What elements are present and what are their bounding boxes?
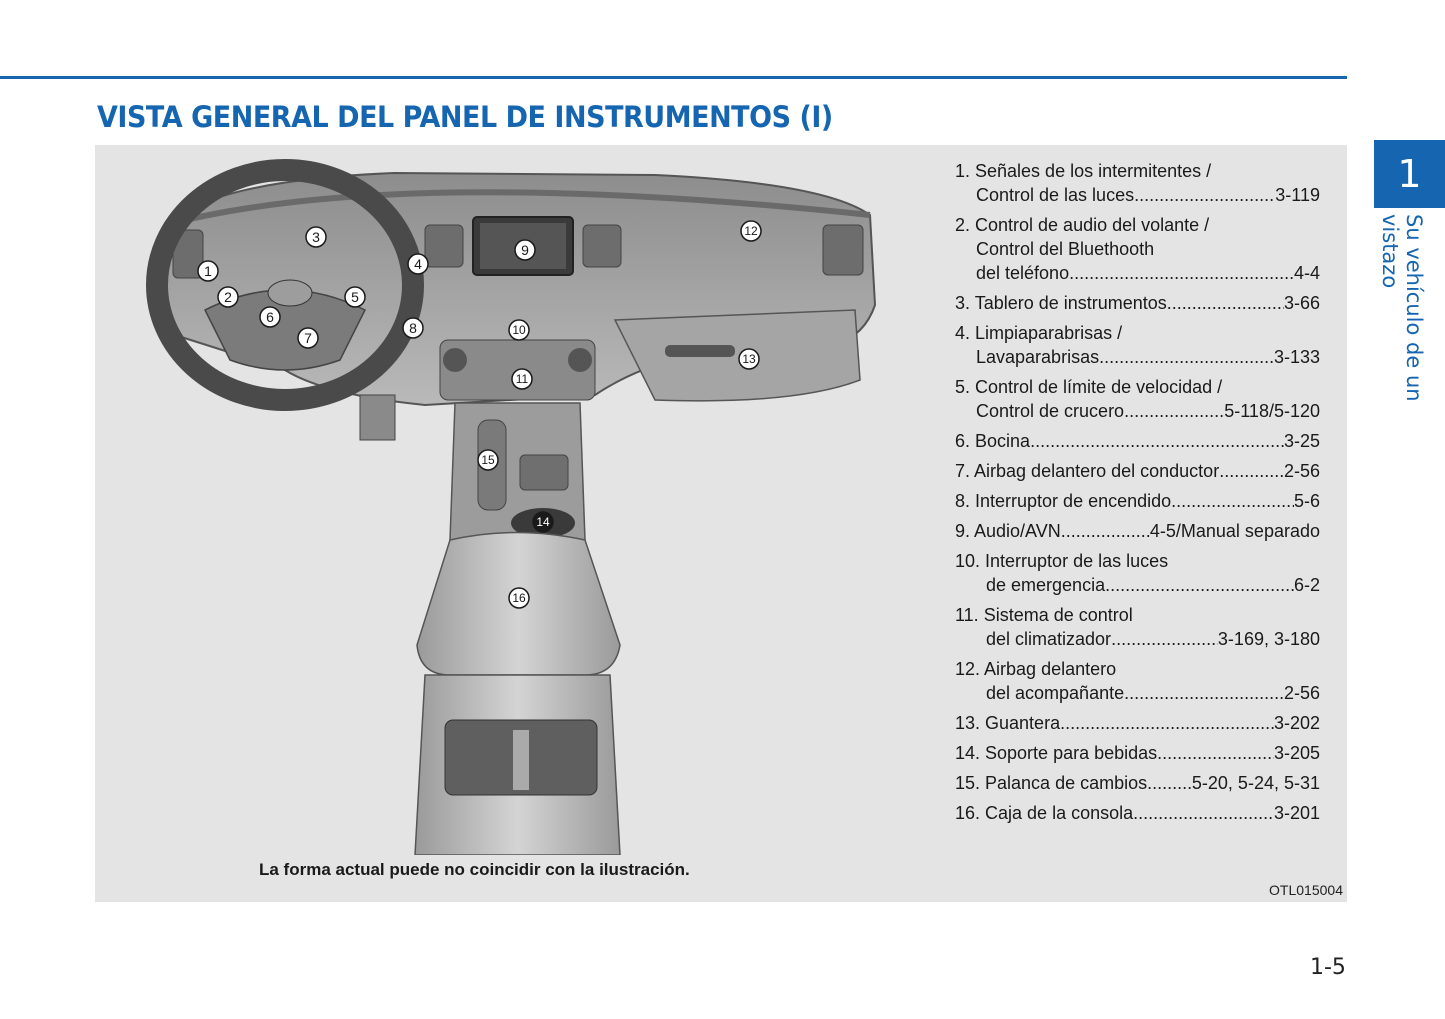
legend-page-ref[interactable]: 3-202 (1273, 713, 1320, 733)
legend-line (955, 603, 1320, 627)
legend-label: del climatizador (986, 629, 1112, 649)
legend-page-ref[interactable]: 2-56 (1283, 683, 1320, 703)
callout-14 (533, 512, 553, 532)
legend-item (955, 291, 1320, 315)
legend-line (955, 573, 1320, 597)
legend-line (955, 213, 1320, 237)
callout-11 (512, 369, 532, 389)
legend-label: Control de las luces (976, 185, 1135, 205)
legend-line (955, 291, 1320, 315)
svg-text:16: 16 (512, 591, 526, 605)
legend-item (955, 801, 1320, 825)
chapter-title: Su vehículo de un vistazo (1378, 214, 1426, 402)
callout-4 (408, 254, 428, 274)
legend-label: Lavaparabrisas (976, 347, 1100, 367)
legend-item (955, 159, 1320, 207)
svg-text:5: 5 (351, 289, 359, 305)
legend-line (955, 771, 1320, 795)
legend-line (955, 489, 1320, 513)
legend-page-ref[interactable]: 3-66 (1283, 293, 1320, 313)
legend-line (955, 429, 1320, 453)
svg-text:13: 13 (742, 352, 756, 366)
callout-10 (509, 320, 529, 340)
legend-line (955, 801, 1320, 825)
legend-leader-dots (1060, 711, 1274, 735)
legend-item (955, 771, 1320, 795)
legend-line (955, 345, 1320, 369)
legend-item (955, 375, 1320, 423)
legend-item (955, 657, 1320, 705)
svg-text:6: 6 (266, 309, 274, 325)
svg-text:15: 15 (481, 453, 495, 467)
legend-label: 15. Palanca de cambios (955, 773, 1148, 793)
legend-leader-dots (1105, 573, 1294, 597)
legend-label: del acompañante (986, 683, 1125, 703)
legend-line (955, 321, 1320, 345)
legend-page-ref[interactable]: 3-25 (1283, 431, 1320, 451)
legend-line (955, 261, 1320, 285)
legend-item (955, 519, 1320, 543)
legend-leader-dots (1147, 771, 1192, 795)
legend-line (955, 237, 1320, 261)
legend-page-ref[interactable]: 5-20, 5-24, 5-31 (1191, 773, 1320, 793)
legend-item (955, 603, 1320, 651)
legend-line (955, 375, 1320, 399)
legend-line (955, 399, 1320, 423)
legend-item (955, 429, 1320, 453)
svg-text:9: 9 (521, 242, 529, 258)
legend-label: 3. Tablero de instrumentos (955, 293, 1167, 313)
callout-5 (345, 287, 365, 307)
svg-text:2: 2 (224, 289, 232, 305)
legend-line (955, 549, 1320, 573)
legend-leader-dots (1171, 489, 1294, 513)
legend-line (955, 741, 1320, 765)
legend-line (955, 459, 1320, 483)
legend-page-ref[interactable]: 6-2 (1293, 575, 1320, 595)
legend-label: 4. Limpiaparabrisas / (955, 323, 1123, 343)
legend-item (955, 321, 1320, 369)
legend-leader-dots (1134, 183, 1275, 207)
header-rule (0, 76, 1347, 79)
legend-page-ref[interactable]: 2-56 (1283, 461, 1320, 481)
callout-16 (509, 588, 529, 608)
legend-list (955, 159, 1320, 831)
legend-label: 16. Caja de la consola (955, 803, 1134, 823)
legend-leader-dots (1157, 741, 1274, 765)
legend-label: 9. Audio/AVN (955, 521, 1061, 541)
figure-code: OTL015004 (1269, 882, 1343, 898)
legend-label: 5. Control de límite de velocidad / (955, 377, 1223, 397)
legend-label: 8. Interruptor de encendido (955, 491, 1172, 511)
legend-leader-dots (1167, 291, 1284, 315)
legend-page-ref[interactable]: 3-119 (1275, 185, 1320, 205)
legend-label: 7. Airbag delantero del conductor (955, 461, 1220, 481)
legend-line (955, 657, 1320, 681)
legend-line (955, 711, 1320, 735)
svg-text:12: 12 (744, 224, 758, 238)
callout-2 (218, 287, 238, 307)
legend-leader-dots (1219, 459, 1284, 483)
legend-item (955, 489, 1320, 513)
legend-page-ref[interactable]: 3-169, 3-180 (1217, 629, 1320, 649)
legend-leader-dots (1069, 261, 1294, 285)
legend-line (955, 159, 1320, 183)
svg-text:11: 11 (515, 372, 529, 386)
legend-label: 11. Sistema de control (955, 605, 1133, 625)
legend-item (955, 711, 1320, 735)
callout-8 (403, 318, 423, 338)
legend-leader-dots (1061, 519, 1150, 543)
legend-label: del teléfono (976, 263, 1070, 283)
legend-label: 10. Interruptor de las luces (955, 551, 1169, 571)
legend-page-ref[interactable]: 3-205 (1273, 743, 1320, 763)
legend-label: Control de crucero (976, 401, 1125, 421)
legend-label: Control del Bluethooth (976, 239, 1155, 259)
legend-line (955, 681, 1320, 705)
legend-page-ref[interactable]: 5-6 (1293, 491, 1320, 511)
legend-page-ref[interactable]: 5-118/5-120 (1224, 401, 1320, 421)
page-title: VISTA GENERAL DEL PANEL DE INSTRUMENTOS (I) (97, 100, 833, 134)
legend-label: 1. Señales de los intermitentes / (955, 161, 1212, 181)
legend-leader-dots (1133, 801, 1274, 825)
legend-leader-dots (1030, 429, 1284, 453)
callout-13 (739, 349, 759, 369)
legend-label: 14. Soporte para bebidas (955, 743, 1158, 763)
legend-page-ref[interactable]: 3-201 (1273, 803, 1320, 823)
svg-text:4: 4 (414, 256, 422, 272)
legend-page-ref[interactable]: 3-133 (1273, 347, 1320, 367)
legend-leader-dots (1099, 345, 1274, 369)
svg-text:7: 7 (304, 330, 312, 346)
legend-label: 12. Airbag delantero (955, 659, 1117, 679)
legend-page-ref[interactable]: 4-4 (1293, 263, 1320, 283)
legend-label: 2. Control de audio del volante / (955, 215, 1210, 235)
callout-9 (515, 240, 535, 260)
callout-1 (198, 261, 218, 281)
legend-leader-dots (1124, 399, 1224, 423)
legend-label: 6. Bocina (955, 431, 1031, 451)
chapter-tab[interactable]: 1 (1374, 140, 1445, 208)
svg-text:1: 1 (204, 263, 212, 279)
legend-label: 13. Guantera (955, 713, 1061, 733)
svg-text:3: 3 (312, 229, 320, 245)
callout-12 (741, 221, 761, 241)
legend-item (955, 213, 1320, 285)
figure-panel (95, 145, 1347, 902)
legend-item (955, 549, 1320, 597)
legend-leader-dots (1111, 627, 1218, 651)
callout-7 (298, 328, 318, 348)
callout-15 (478, 450, 498, 470)
figure-caption: La forma actual puede no coincidir con la ilustración. (259, 860, 690, 879)
legend-page-ref[interactable]: 4-5/Manual separado (1149, 521, 1320, 541)
dashboard-illustration (95, 145, 905, 855)
legend-line (955, 183, 1320, 207)
legend-item (955, 459, 1320, 483)
svg-text:8: 8 (409, 320, 417, 336)
svg-text:10: 10 (512, 323, 526, 337)
legend-line (955, 627, 1320, 651)
legend-label: de emergencia (986, 575, 1106, 595)
legend-line (955, 519, 1320, 543)
legend-item (955, 741, 1320, 765)
callout-3 (306, 227, 326, 247)
page-number: 1-5 (1310, 955, 1346, 980)
callout-6 (260, 307, 280, 327)
svg-text:14: 14 (536, 515, 550, 529)
legend-leader-dots (1124, 681, 1284, 705)
